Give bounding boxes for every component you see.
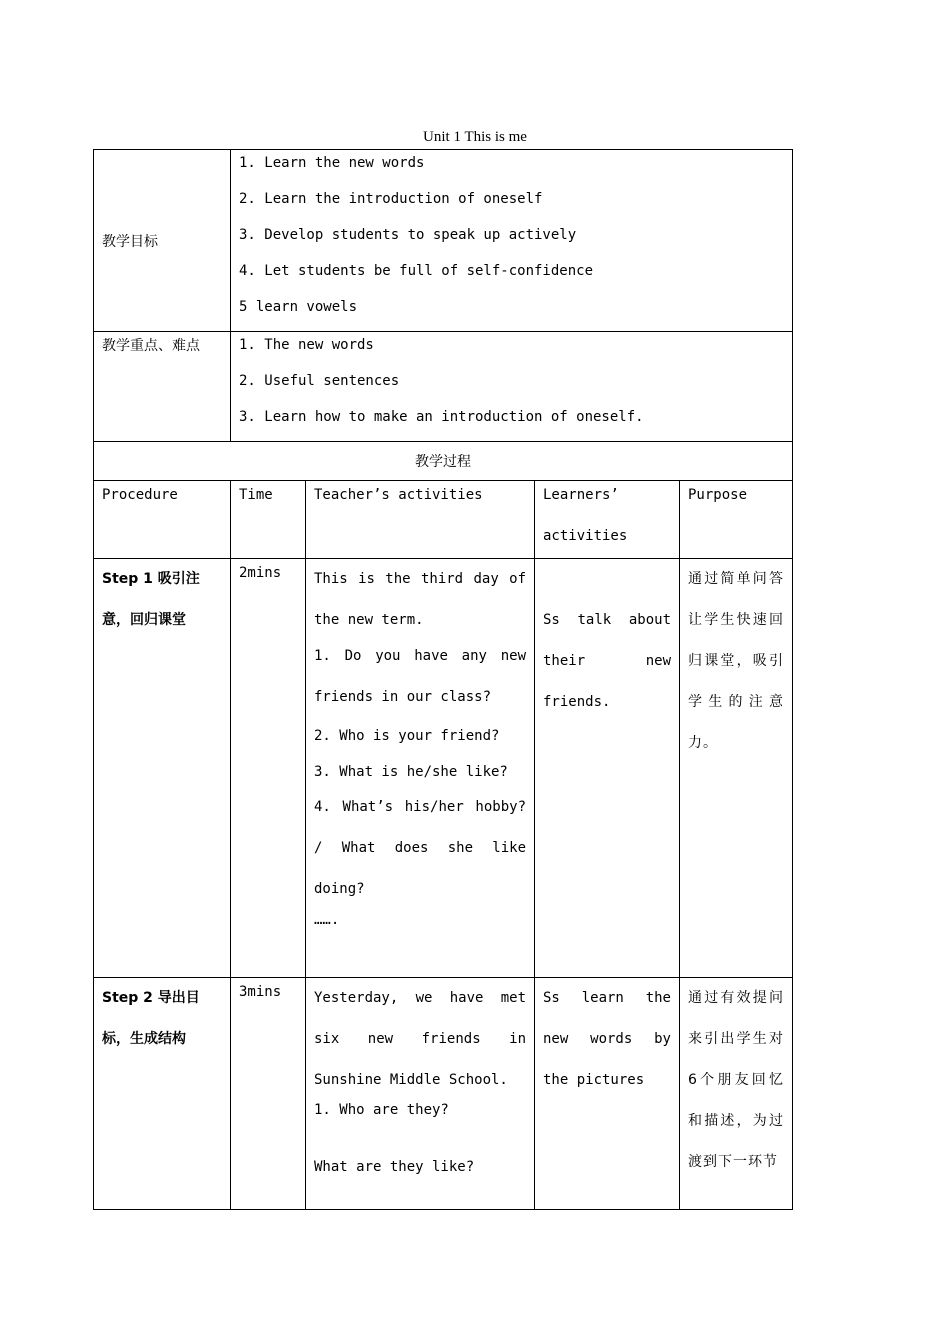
- col-header-teacher: [306, 481, 535, 559]
- objectives-list: [231, 150, 793, 332]
- step-time: [231, 978, 306, 1210]
- step-purpose: [680, 978, 793, 1210]
- page-title: Unit 1 This is me: [423, 129, 527, 145]
- objective-item: 1. Learn the new words: [239, 155, 425, 171]
- teacher-line: Yesterday, we have met six new friends in Sunshine Middle School.: [314, 990, 526, 1088]
- objective-item: 4. Let students be full of self-confidence: [239, 263, 594, 279]
- col-header-purpose-text: Purpose: [688, 487, 748, 503]
- step-row: [94, 559, 793, 978]
- step-procedure-text: Step 2 导出目标，生成结构: [102, 990, 200, 1047]
- key-point-item: 2. Useful sentences: [239, 373, 400, 389]
- key-points-label: 教学重点、难点: [102, 338, 200, 354]
- key-points-list: [231, 332, 793, 442]
- step-teacher-activities: [306, 978, 535, 1210]
- objectives-label-cell: [94, 150, 231, 332]
- step-learners-text: Ss learn the new words by the pictures: [543, 990, 671, 1088]
- teacher-line: 2. Who is your friend?: [314, 728, 500, 744]
- objectives-label: 教学目标: [102, 233, 158, 250]
- process-header-row: [94, 442, 793, 481]
- col-header-time-text: Time: [239, 487, 273, 503]
- col-header-purpose: [680, 481, 793, 559]
- col-header-procedure-text: Procedure: [102, 487, 178, 503]
- step-row: [94, 978, 793, 1210]
- teacher-line: …….: [314, 912, 340, 928]
- key-point-item: 3. Learn how to make an introduction of oneself.: [239, 409, 644, 425]
- step-teacher-activities: [306, 559, 535, 978]
- teacher-line: This is the third day of the new term.: [314, 571, 526, 628]
- teacher-line: 3. What is he/she like?: [314, 764, 508, 780]
- col-header-learners-line1: Learners’: [543, 487, 619, 503]
- key-points-label-cell: [94, 332, 231, 442]
- col-header-learners: [535, 481, 680, 559]
- col-header-procedure: [94, 481, 231, 559]
- step-purpose-text: 通过有效提问来引出学生对6个朋友回忆和描述，为过渡到下一环节: [688, 990, 785, 1170]
- teacher-line: 4. What’s his/her hobby? / What does she like doing?: [314, 799, 526, 897]
- step-purpose: [680, 559, 793, 978]
- col-header-teacher-text: Teacher’s activities: [314, 487, 483, 503]
- objective-item: 5 learn vowels: [239, 299, 358, 315]
- teacher-line: 1. Do you have any new friends in our class?: [314, 648, 526, 705]
- step-procedure-text: Step 1 吸引注意，回归课堂: [102, 571, 200, 628]
- step-purpose-text: 通过简单问答让学生快速回归课堂，吸引学生的注意力。: [688, 571, 785, 751]
- objectives-row: [94, 150, 793, 332]
- col-header-time: [231, 481, 306, 559]
- teacher-line: 1. Who are they?: [314, 1102, 449, 1118]
- column-header-row: [94, 481, 793, 559]
- step-time-text: 3mins: [239, 984, 282, 1000]
- key-points-row: [94, 332, 793, 442]
- step-procedure: [94, 559, 231, 978]
- key-point-item: 1. The new words: [239, 337, 374, 353]
- objective-item: 2. Learn the introduction of oneself: [239, 191, 543, 207]
- step-learners-text: Ss talk about their new friends.: [543, 612, 671, 710]
- step-time-text: 2mins: [239, 565, 282, 581]
- step-learners-activities: [535, 978, 680, 1210]
- teacher-line: What are they like?: [314, 1159, 475, 1175]
- step-learners-activities: [535, 559, 680, 978]
- process-header: [94, 442, 793, 481]
- step-procedure: [94, 978, 231, 1210]
- objective-item: 3. Develop students to speak up actively: [239, 227, 577, 243]
- step-time: [231, 559, 306, 978]
- lesson-plan-table: [93, 149, 793, 1210]
- process-header-text: 教学过程: [415, 454, 471, 470]
- col-header-learners-line2: activities: [543, 528, 628, 544]
